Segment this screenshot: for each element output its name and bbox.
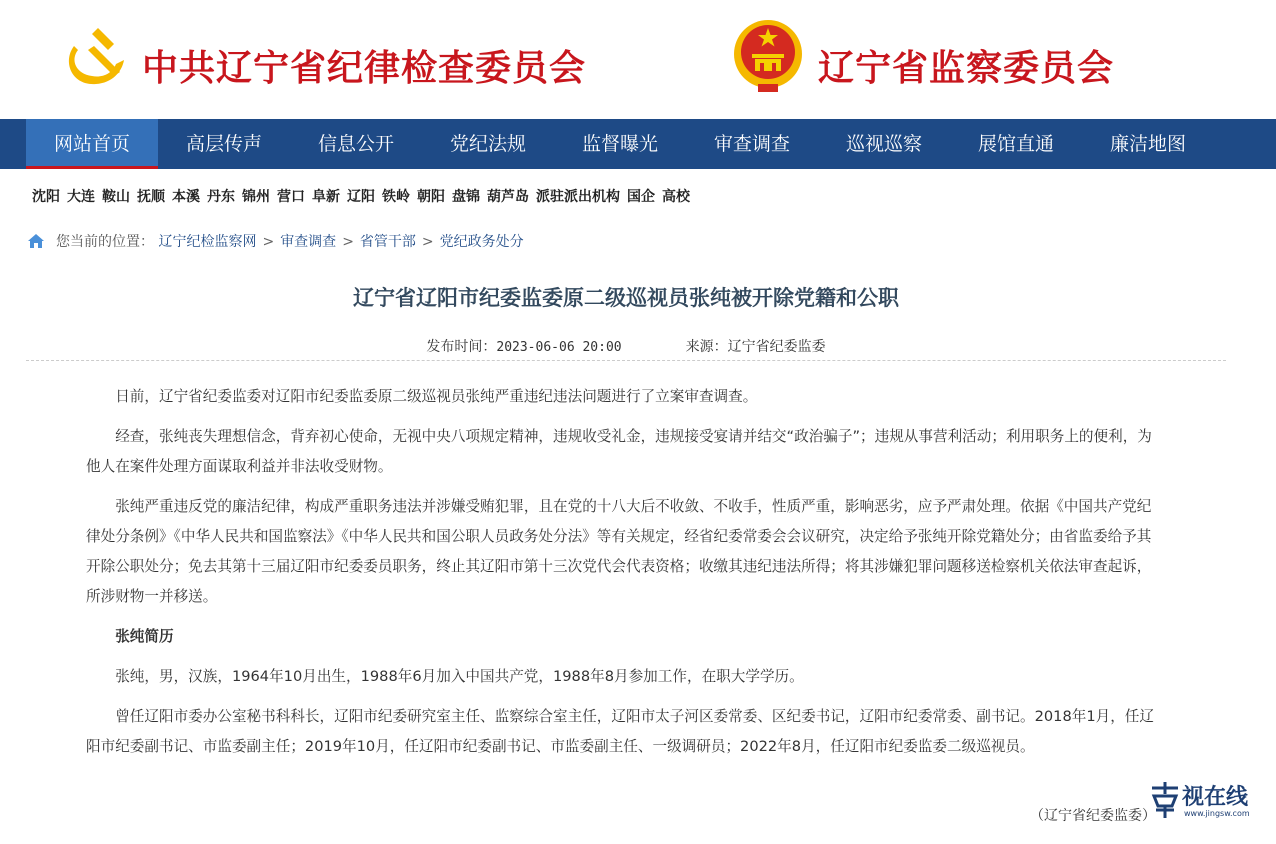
city-links [32,186,697,206]
breadcrumb [28,231,524,251]
national-emblem-icon[interactable] [732,18,804,96]
city-link[interactable]: 阜新 [312,189,340,205]
nav-item-disclosure[interactable]: 信息公开 [317,133,394,155]
breadcrumb-item[interactable]: 审查调查 [280,234,337,250]
home-icon [28,234,44,248]
cdi-title[interactable]: 中共辽宁省纪律检查委员会 [142,48,587,89]
nav-item-exhibition[interactable]: 展馆直通 [977,133,1054,155]
article-meta [0,336,1252,356]
city-link[interactable]: 国企 [627,189,655,205]
source-label: 来源： [685,339,728,355]
watermark-text: 视在线 [1182,784,1249,810]
city-link[interactable]: 盘锦 [452,189,480,205]
city-link[interactable]: 鞍山 [102,189,130,205]
breadcrumb-separator: > [421,234,434,250]
city-link[interactable]: 辽阳 [347,189,375,205]
watermark-logo-icon [1148,780,1182,820]
nav-item-regulations[interactable]: 党纪法规 [449,133,526,155]
publish-time: 2023-06-06 20:00 [496,340,622,355]
city-link[interactable]: 朝阳 [417,189,445,205]
city-link[interactable]: 营口 [277,189,305,205]
watermark-url: www.jingsw.com [1184,809,1250,818]
city-link[interactable]: 本溪 [172,189,200,205]
article-signature: （辽宁省纪委监委） [1030,808,1156,824]
nav-item-inspection[interactable]: 巡视巡察 [845,133,922,155]
nav-item-voices[interactable]: 高层传声 [185,133,262,155]
nav-item-home[interactable]: 网站首页 [26,119,158,169]
supervision-title[interactable]: 辽宁省监察委员会 [818,48,1115,89]
party-emblem-icon[interactable] [58,24,128,90]
breadcrumb-item[interactable]: 党纪政务处分 [439,234,524,250]
breadcrumb-separator: > [342,234,354,250]
nav-item-investigation[interactable]: 审查调查 [713,133,790,155]
breadcrumb-item[interactable]: 省管干部 [359,234,416,250]
source-value: 辽宁省纪委监委 [727,339,826,355]
article-paragraph: 经查，张纯丧失理想信念，背弃初心使命，无视中央八项规定精神，违规收受礼金，违规接受宴请并结交“政治骗子”；违规从事营利活动；利用职务上的便利，为他人在案件处理方面谋取利益并非法收受财物。 [86,428,1152,475]
title-divider [26,360,1226,361]
city-link[interactable]: 葫芦岛 [487,189,529,205]
city-link[interactable]: 大连 [67,189,95,205]
publish-label: 发布时间： [426,339,497,355]
bio-paragraph: 曾任辽阳市委办公室秘书科科长，辽阳市纪委研究室主任、监察综合室主任，辽阳市太子河区委常委、区纪委书记，辽阳市纪委常委、副书记。2018年1月，任辽阳市纪委副书记、市监委副主任；2019年10月，任辽阳市纪委副书记、市监委副主任、一级调研员；2022年8月，任辽阳市纪委监委二级巡视员。 [86,708,1154,755]
bio-heading: 张纯简历 [115,628,174,645]
article-paragraph: 张纯严重违反党的廉洁纪律，构成严重职务违法并涉嫌受贿犯罪，且在党的十八大后不收敛、不收手，性质严重，影响恶劣，应予严肃处理。依据《中国共产党纪律处分条例》《中华人民共和国监察法》《中华人民共和国公职人员政务处分法》等有关规定，经省纪委常委会会议研究，决定给予张纯开除党籍处分；由省监委给予其开除公职处分；免去其第十三届辽阳市纪委委员职务，终止其辽阳市第十三次党代会代表资格；收缴其违纪违法所得；将其涉嫌犯罪问题移送检察机关依法审查起诉，所涉财物一并移送。 [86,498,1152,605]
breadcrumb-item[interactable]: 辽宁纪检监察网 [158,234,257,250]
nav-item-exposure[interactable]: 监督曝光 [581,133,658,155]
bio-paragraph: 张纯，男，汉族，1964年10月出生，1988年6月加入中国共产党，1988年8月参加工作，在职大学学历。 [115,668,804,685]
article-body [86,382,1160,772]
watermark [1148,778,1260,824]
city-link[interactable]: 丹东 [207,189,235,205]
city-link[interactable]: 铁岭 [382,189,410,205]
nav-item-map[interactable]: 廉洁地图 [1109,133,1186,155]
city-link[interactable]: 派驻派出机构 [536,189,620,205]
city-link[interactable]: 抚顺 [137,189,165,205]
city-link[interactable]: 沈阳 [32,189,60,205]
article-paragraph: 日前，辽宁省纪委监委对辽阳市纪委监委原二级巡视员张纯严重违纪违法问题进行了立案审查调查。 [115,388,758,405]
breadcrumb-separator: > [262,234,275,250]
breadcrumb-label: 您当前的位置： [56,234,154,250]
city-link[interactable]: 锦州 [242,189,270,205]
main-nav [0,119,1276,169]
site-header [0,0,1276,119]
city-link[interactable]: 高校 [662,189,690,205]
article-title: 辽宁省辽阳市纪委监委原二级巡视员张纯被开除党籍和公职 [353,286,899,310]
